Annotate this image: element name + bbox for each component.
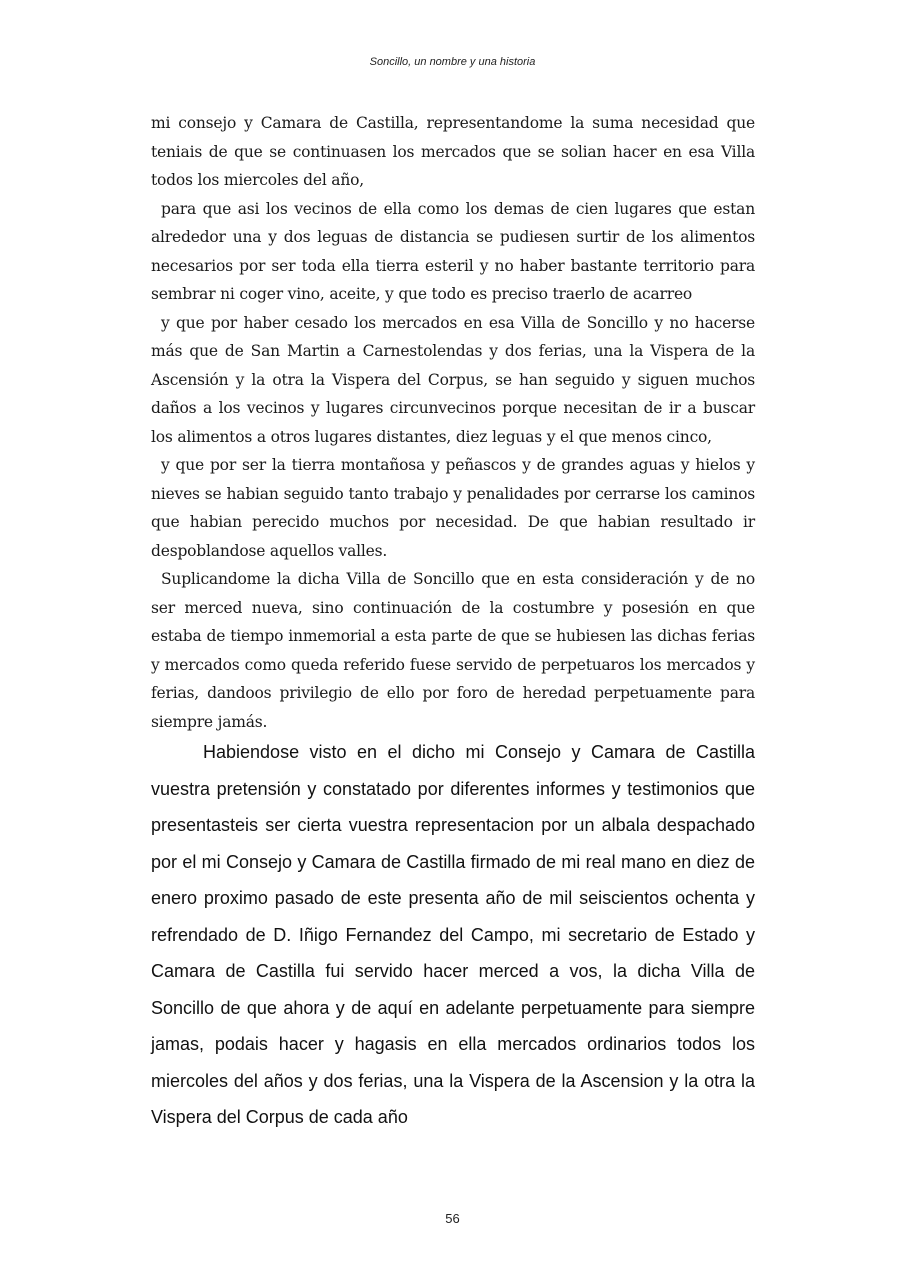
body-text bbox=[151, 734, 755, 1136]
quoted-paragraph: Suplicandome la dicha Villa de Soncillo que en esta consideración y de no ser merced nueva, sino continuación de la costumbre y posesión en que estaba de tiempo inmemorial a esta parte de que se hubiesen las dichas ferias y mercados como queda referido fuese servido de perpetuaros los mercados y ferias, dandoos privilegio de ello por foro de heredad perpetuamente para siempre jamás. bbox=[151, 570, 755, 731]
running-header: Soncillo, un nombre y una historia bbox=[369, 56, 536, 68]
quoted-paragraph: mi consejo y Camara de Castilla, representandome la suma necesidad que teniais de que se continuasen los mercados que se solian hacer en esa Villa todos los miercoles del año, bbox=[151, 114, 755, 189]
body-paragraph: Habiendose visto en el dicho mi Consejo y Camara de Castilla vuestra pretensión y constatado por diferentes informes y testimonios que presentasteis ser cierta vuestra representacion por un albala despachado por el mi Consejo y Camara de Castilla firmado de mi real mano en diez de enero proximo pasado de este presenta año de mil seiscientos ochenta y refrendado de D. Iñigo Fernandez del Campo, mi secretario de Estado y Camara de Castilla fui servido hacer merced a vos, la dicha Villa de Soncillo de que ahora y de aquí en adelante perpetuamente para siempre jamas, podais hacer y hagasis en ella mercados ordinarios todos los miercoles del años y dos ferias, una la Vispera de la Ascension y la otra la Vispera del Corpus de cada año bbox=[151, 742, 755, 1127]
quoted-document-text bbox=[151, 109, 755, 736]
quoted-paragraph: y que por ser la tierra montañosa y peñascos y de grandes aguas y hielos y nieves se habian seguido tanto trabajo y penalidades por cerrarse los caminos que habian perecido muchos por necesidad. De que habian resultado ir despoblandose aquellos valles. bbox=[151, 456, 755, 560]
quoted-paragraph: para que asi los vecinos de ella como los demas de cien lugares que estan alrededor una y dos leguas de distancia se pudiesen surtir de los alimentos necesarios por ser toda ella tierra esteril y no haber bastante territorio para sembrar ni coger vino, aceite, y que todo es preciso traerlo de acarreo bbox=[151, 199, 755, 303]
page-number: 56 bbox=[445, 1211, 460, 1226]
quoted-paragraph: y que por haber cesado los mercados en esa Villa de Soncillo y no hacerse más que de San Martin a Carnestolendas y dos ferias, una la Vispera de la Ascensión y la otra la Vispera del Corpus, se han seguido y siguen muchos daños a los vecinos y lugares circunvecinos porque necesitan de ir a buscar los alimentos a otros lugares distantes, diez leguas y el que menos cinco, bbox=[151, 313, 755, 446]
